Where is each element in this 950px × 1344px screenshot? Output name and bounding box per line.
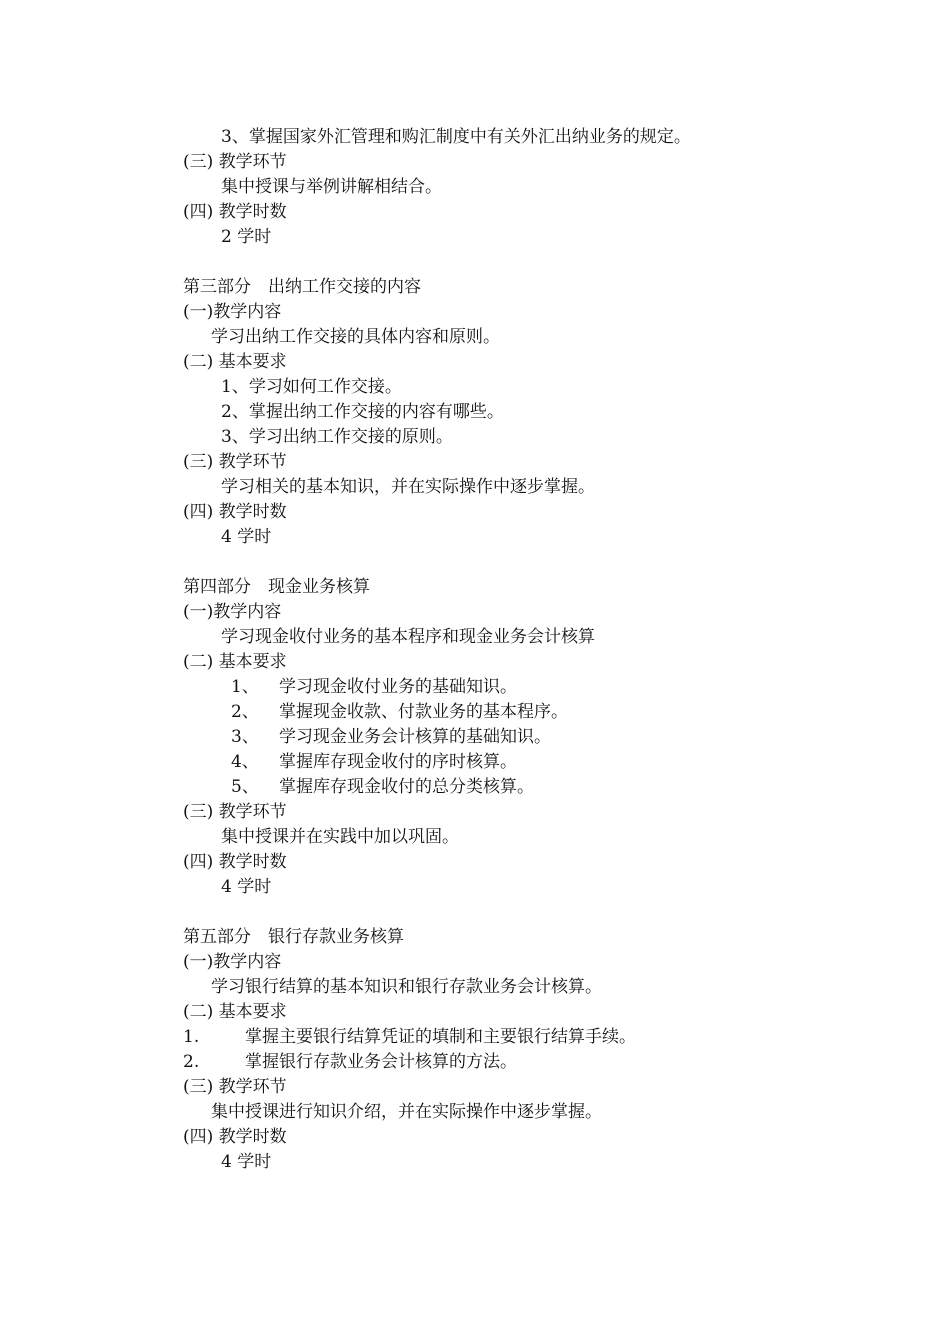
- requirement-item: 掌握库存现金收付的序时核算。: [279, 752, 517, 772]
- requirement-item: 掌握银行存款业务会计核算的方法。: [245, 1052, 517, 1072]
- section-text: 学习出纳工作交接的具体内容和原则。: [211, 327, 500, 347]
- requirement-number: 1、: [231, 677, 259, 697]
- requirement-item: 1、学习如何工作交接。: [221, 377, 402, 397]
- section-text: 集中授课进行知识介绍，并在实际操作中逐步掌握。: [211, 1102, 602, 1122]
- requirement-item: 学习现金业务会计核算的基础知识。: [279, 727, 551, 747]
- section-heading: (三) 教学环节: [183, 1077, 287, 1097]
- section-heading: (一)教学内容: [183, 302, 282, 322]
- section-heading: (三) 教学环节: [183, 452, 287, 472]
- section-text: 2 学时: [221, 227, 272, 247]
- requirement-item: 学习现金收付业务的基础知识。: [279, 677, 517, 697]
- part-title: 第三部分 出纳工作交接的内容: [183, 277, 421, 297]
- section-heading: (二) 基本要求: [183, 352, 287, 372]
- section-text: 集中授课与举例讲解相结合。: [221, 177, 442, 197]
- requirement-number: 5、: [231, 777, 259, 797]
- requirement-item: 3、掌握国家外汇管理和购汇制度中有关外汇出纳业务的规定。: [221, 127, 691, 147]
- section-heading: (一)教学内容: [183, 952, 282, 972]
- requirement-number: 1.: [183, 1027, 200, 1047]
- requirement-number: 2、: [231, 702, 259, 722]
- requirement-item: 掌握库存现金收付的总分类核算。: [279, 777, 534, 797]
- section-heading: (三) 教学环节: [183, 802, 287, 822]
- section-text: 4 学时: [221, 1152, 272, 1172]
- requirement-number: 3、: [231, 727, 259, 747]
- section-text: 集中授课并在实践中加以巩固。: [221, 827, 459, 847]
- section-text: 学习相关的基本知识，并在实际操作中逐步掌握。: [221, 477, 595, 497]
- section-heading: (二) 基本要求: [183, 1002, 287, 1022]
- requirement-number: 2.: [183, 1052, 200, 1072]
- section-heading: (四) 教学时数: [183, 202, 287, 222]
- requirement-item: 掌握主要银行结算凭证的填制和主要银行结算手续。: [245, 1027, 636, 1047]
- section-text: 4 学时: [221, 527, 272, 547]
- section-heading: (四) 教学时数: [183, 502, 287, 522]
- section-heading: (四) 教学时数: [183, 1127, 287, 1147]
- part-title: 第五部分 银行存款业务核算: [183, 927, 404, 947]
- section-text: 学习现金收付业务的基本程序和现金业务会计核算: [221, 627, 595, 647]
- section-heading: (三) 教学环节: [183, 152, 287, 172]
- requirement-number: 4、: [231, 752, 259, 772]
- requirement-item: 掌握现金收款、付款业务的基本程序。: [279, 702, 568, 722]
- requirement-item: 3、学习出纳工作交接的原则。: [221, 427, 453, 447]
- section-heading: (四) 教学时数: [183, 852, 287, 872]
- section-text: 4 学时: [221, 877, 272, 897]
- section-heading: (二) 基本要求: [183, 652, 287, 672]
- requirement-item: 2、掌握出纳工作交接的内容有哪些。: [221, 402, 504, 422]
- part-title: 第四部分 现金业务核算: [183, 577, 370, 597]
- section-text: 学习银行结算的基本知识和银行存款业务会计核算。: [211, 977, 602, 997]
- section-heading: (一)教学内容: [183, 602, 282, 622]
